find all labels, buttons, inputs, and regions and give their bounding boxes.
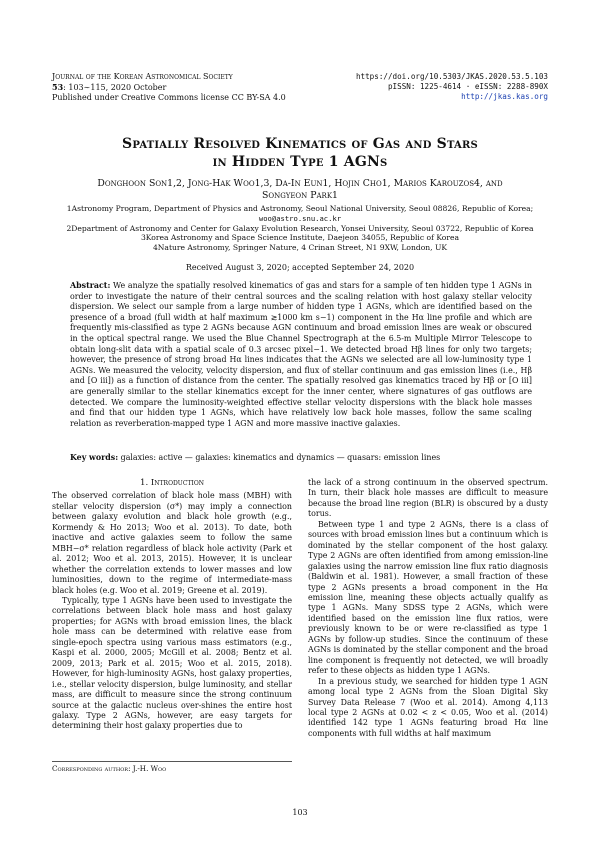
- license-line: Published under Creative Commons license CC BY-SA 4.0: [52, 93, 286, 102]
- paragraph-5: In a previous study, we searched for hidden type 1 AGN among local type 2 AGNs from the Sloan Digital Sky Survey Data Release 7 (Woo et al. 2014). Among 4,113 local type 2 AGNs at 0.02 < z < 0.05, Woo et al. (2014) identified 142 type 1 AGNs featuring broad Hα line components with full widths at half maximum: [308, 676, 548, 738]
- keywords-text: galaxies: active — galaxies: kinematics and dynamics — quasars: emission lines: [120, 453, 441, 462]
- abstract-text: We analyze the spatially resolved kinematics of gas and stars for a sample of ten hidden type 1 AGNs in order to investigate the nature of their central sources and the scaling relation with host galaxy stellar velocity dispersion. We select our sample from a large number of hidden type 1 AGNs, which are identified based on the presence of a broad (full width at half maximum ≳1000 km s−1) component in the Hα line profile and which are frequently mis-classified as type 2 AGNs because AGN continuum and broad emission lines are weak or obscured in the optical spectral range. We used the Blue Channel Spectrograph at the 6.5-m Multiple Mirror Telescope to obtain long-slit data with a spatial scale of 0.3 arcsec pixel−1. We detected broad Hβ lines for only two targets; however, the presence of strong broad Hα lines indicates that the AGNs we selected are all low-luminosity type 1 AGNs. We measured the velocity, velocity dispersion, and flux of stellar continuum and gas emission lines (i.e., Hβ and [O iii]) as a function of distance from the center. The spatially resolved gas kinematics traced by Hβ or [O iii] are generally similar to the stellar kinematics except for the inner center, where signatures of gas outflows are detected. We compare the luminosity-weighted effective stellar velocity dispersions with the black hole masses and find that our hidden type 1 AGNs, which have relatively low back hole masses, follow the same scaling relation as reverberation-mapped type 1 AGN and more massive inactive galaxies.: [70, 281, 532, 428]
- page-number: 103: [292, 808, 308, 817]
- issn-line: pISSN: 1225-4614 · eISSN: 2288-890X: [387, 82, 548, 91]
- section-heading-introduction: 1. Introduction: [139, 478, 204, 488]
- body-column-left: [52, 478, 292, 732]
- volume-line: 53: 103∼115, 2020 October: [52, 82, 167, 92]
- body-column-right: [308, 478, 548, 739]
- authors-line-1: Donghoon Son1,2, Jong-Hak Woo1,3, Da-In Eun1, Hojin Cho1, Marios Karouzos4, and: [97, 178, 503, 189]
- paragraph-4: Between type 1 and type 2 AGNs, there is a class of sources with broad emission lines but a continuum which is dominated by the stellar component of the host galaxy. Type 2 AGNs are often identified from among emission-line galaxies using the narrow emission line flux ratio diagnosis (Baldwin et al. 1981). However, a small fraction of these type 2 AGNs presents a broad component in the Hα emission line, meaning these objects actually qualify as type 1 AGNs. Many SDSS type 2 AGNs, which were identified based on the emission line flux ratios, were previously known to be or were re-classified as type 1 AGNs by follow-up studies. Since the continuum of these AGNs is dominated by the stellar component and the broad line component is frequently not detected, we will broadly refer to these objects as hidden type 1 AGNs.: [308, 519, 548, 676]
- author-list: [52, 178, 548, 202]
- affiliation-4: 4Nature Astronomy, Springer Nature, 4 Crinan Street, N1 9XW, London, UK: [152, 243, 448, 253]
- title-line-2: in Hidden Type 1 AGNs: [212, 154, 388, 170]
- affiliation-2: 2Department of Astronomy and Center for Galaxy Evolution Research, Yonsei University, Seoul 03722, Republic of Korea: [66, 223, 534, 233]
- keywords: [70, 453, 532, 463]
- paper-title: [52, 135, 548, 171]
- journal-identifiers: [356, 72, 548, 102]
- corresponding-author-footnote: Corresponding author: J.-H. Woo: [52, 764, 167, 773]
- affiliation-3: 3Korea Astronomy and Space Science Institute, Daejeon 34055, Republic of Korea: [140, 233, 460, 243]
- title-line-1: Spatially Resolved Kinematics of Gas and Stars: [122, 136, 478, 152]
- received-dates: Received August 3, 2020; accepted September 24, 2020: [185, 263, 415, 272]
- abstract-label: Abstract:: [70, 281, 111, 290]
- paragraph-3: the lack of a strong continuum in the observed spectrum. In turn, their black hole masses are difficult to measure because the broad line region (BLR) is obscured by a dusty torus.: [308, 478, 548, 519]
- doi-link[interactable]: https://doi.org/10.5303/JKAS.2020.53.5.103: [355, 72, 548, 81]
- affiliations: [52, 204, 548, 253]
- keywords-label: Key words:: [70, 453, 119, 462]
- corresponding-email[interactable]: woo@astro.snu.ac.kr: [258, 213, 342, 223]
- affiliation-1: 1Astronomy Program, Department of Physics and Astronomy, Seoul National University, Seoul 08826, Republic of Korea;: [66, 204, 534, 213]
- paragraph-1: The observed correlation of black hole mass (MBH) with stellar velocity dispersion (σ*) may imply a connection between galaxy evolution and black hole growth (e.g., Kormendy & Ho 2013; Woo et al. 2013). To date, both inactive and active galaxies seem to follow the same MBH−σ* relation regardless of black hole activity (Park et al. 2012; Woo et al. 2013, 2015). However, it is unclear whether the correlation extends to lower masses and low luminosities, down to the regime of intermediate-mass black holes (e.g. Woo et al. 2019; Greene et al. 2019).: [52, 491, 292, 595]
- authors-line-2: Songyeon Park1: [262, 190, 338, 201]
- paragraph-2: Typically, type 1 AGNs have been used to investigate the correlations between black hole mass and host galaxy properties; for AGNs with broad emission lines, the black hole mass can be determined with relative ease from single-epoch spectra using various mass estimators (e.g., Kaspi et al. 2000, 2005; McGill et al. 2008; Bentz et al. 2009, 2013; Park et al. 2015; Woo et al. 2015, 2018). However, for high-luminosity AGNs, host galaxy properties, i.e., stellar velocity dispersion, bulge luminosity, and stellar mass, are difficult to measure since the strong continuum source at the galactic nucleus over-shines the entire host galaxy. Type 2 AGNs, however, are easy targets for determining their host galaxy properties due to: [52, 595, 292, 731]
- abstract: [70, 281, 532, 429]
- journal-name: Journal of the Korean Astronomical Society: [52, 72, 233, 81]
- footnote-rule: [52, 761, 292, 762]
- journal-header: [52, 72, 286, 103]
- journal-url-link[interactable]: http://jkas.kas.org: [461, 92, 548, 101]
